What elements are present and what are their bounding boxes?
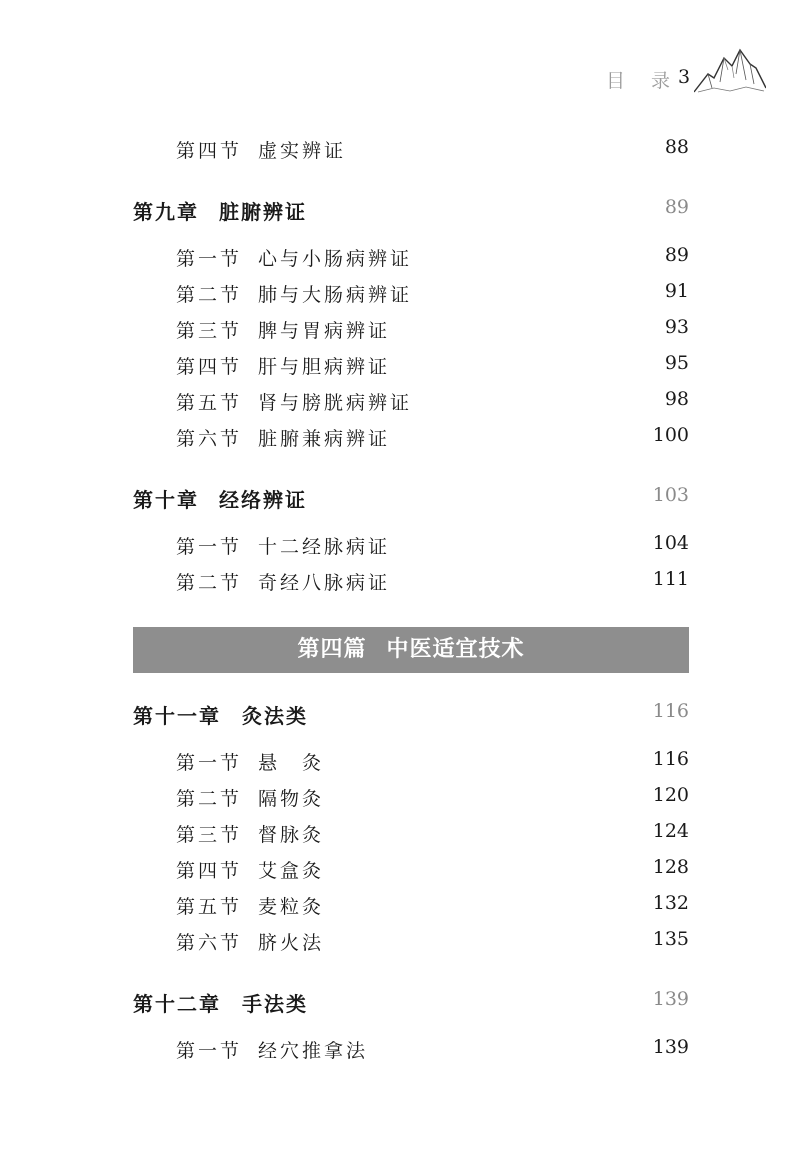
chapter-label: 第十一章	[133, 704, 221, 728]
section-page: 139	[652, 1036, 689, 1058]
mountain-illustration-icon	[694, 44, 766, 96]
section-page: 120	[652, 784, 689, 806]
toc-entry[interactable]	[0, 928, 800, 958]
section-label: 第三节	[176, 320, 243, 342]
section-page: 124	[652, 820, 689, 842]
header-title: 目 录	[606, 70, 681, 92]
toc-entry[interactable]	[0, 892, 800, 922]
chapter-title: 经络辨证	[219, 488, 307, 512]
toc-chapter-entry[interactable]	[0, 484, 800, 514]
toc-entry[interactable]	[0, 316, 800, 346]
section-label: 第六节	[176, 932, 243, 954]
chapter-page: 139	[652, 988, 689, 1010]
section-title: 督脉灸	[258, 824, 325, 846]
section-label: 第二节	[176, 572, 243, 594]
section-title: 悬 灸	[258, 752, 325, 774]
section-title: 心与小肠病辨证	[258, 248, 413, 270]
section-title: 十二经脉病证	[258, 536, 391, 558]
toc-entry[interactable]	[0, 352, 800, 382]
chapter-title: 灸法类	[242, 704, 308, 728]
toc-entry[interactable]	[0, 244, 800, 274]
section-label: 第六节	[176, 428, 243, 450]
section-title: 肾与膀胱病辨证	[258, 392, 413, 414]
section-label: 第四节	[176, 860, 243, 882]
section-title: 奇经八脉病证	[258, 572, 391, 594]
section-title: 脐火法	[258, 932, 325, 954]
part-label: 第四篇	[297, 637, 367, 662]
chapter-label: 第十二章	[133, 992, 221, 1016]
section-title: 艾盒灸	[258, 860, 325, 882]
chapter-title: 脏腑辨证	[219, 200, 307, 224]
chapter-page: 103	[652, 484, 689, 506]
section-title: 肝与胆病辨证	[258, 356, 391, 378]
toc-entry[interactable]	[0, 748, 800, 778]
chapter-title: 手法类	[242, 992, 308, 1016]
section-label: 第五节	[176, 392, 243, 414]
section-label: 第四节	[176, 356, 243, 378]
section-page: 100	[652, 424, 689, 446]
toc-entry[interactable]	[0, 820, 800, 850]
section-label: 第四节	[176, 140, 243, 162]
section-title: 肺与大肠病辨证	[258, 284, 413, 306]
section-title: 虚实辨证	[258, 140, 347, 162]
toc-entry[interactable]	[0, 280, 800, 310]
chapter-page: 116	[652, 700, 689, 722]
section-page: 93	[664, 316, 689, 338]
toc-entry[interactable]	[0, 568, 800, 598]
section-page: 104	[652, 532, 689, 554]
part-banner[interactable]	[133, 627, 689, 673]
section-page: 89	[664, 244, 689, 266]
toc-entry[interactable]	[0, 388, 800, 418]
section-page: 135	[652, 928, 689, 950]
chapter-page: 89	[664, 196, 689, 218]
section-label: 第一节	[176, 536, 243, 558]
section-page: 111	[652, 568, 689, 590]
section-page: 91	[664, 280, 689, 302]
section-page: 98	[664, 388, 689, 410]
section-page: 95	[664, 352, 689, 374]
section-label: 第三节	[176, 824, 243, 846]
toc-chapter-entry[interactable]	[0, 700, 800, 730]
section-page: 128	[652, 856, 689, 878]
section-page: 88	[664, 136, 689, 158]
section-page: 132	[652, 892, 689, 914]
section-title: 隔物灸	[258, 788, 325, 810]
section-title: 脾与胃病辨证	[258, 320, 391, 342]
section-label: 第一节	[176, 752, 243, 774]
section-label: 第五节	[176, 896, 243, 918]
section-title: 经穴推拿法	[258, 1040, 369, 1062]
section-label: 第二节	[176, 788, 243, 810]
chapter-label: 第九章	[133, 200, 199, 224]
toc-entry[interactable]	[0, 136, 800, 166]
toc-entry[interactable]	[0, 784, 800, 814]
toc-entry[interactable]	[0, 424, 800, 454]
toc-chapter-entry[interactable]	[0, 988, 800, 1018]
section-title: 麦粒灸	[258, 896, 325, 918]
section-page: 116	[652, 748, 689, 770]
part-title: 中医适宜技术	[386, 637, 525, 662]
toc-entry[interactable]	[0, 532, 800, 562]
section-label: 第一节	[176, 248, 243, 270]
section-title: 脏腑兼病辨证	[258, 428, 391, 450]
toc-chapter-entry[interactable]	[0, 196, 800, 226]
section-label: 第一节	[176, 1040, 243, 1062]
toc-entry[interactable]	[0, 856, 800, 886]
chapter-label: 第十章	[133, 488, 199, 512]
header-page-number: 3	[678, 66, 691, 88]
section-label: 第二节	[176, 284, 243, 306]
toc-entry[interactable]	[0, 1036, 800, 1066]
